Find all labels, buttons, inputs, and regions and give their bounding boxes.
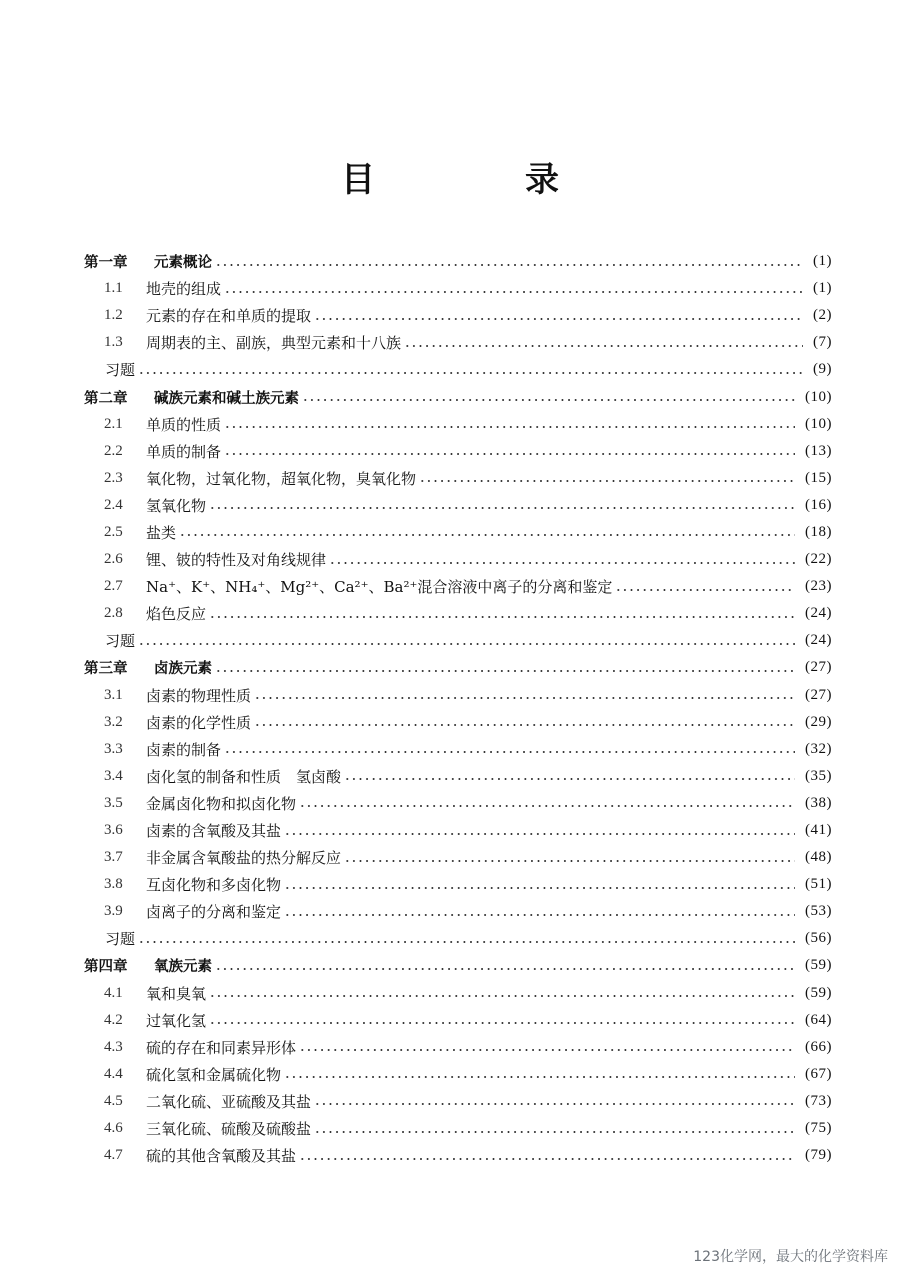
- toc-section-row: [84, 492, 832, 519]
- section-number: 3.3: [104, 740, 123, 757]
- section-number: 2.3: [104, 469, 123, 486]
- toc-exercise-row: [84, 627, 832, 654]
- entry-title: 单质的制备: [146, 442, 222, 461]
- section-number: 2.1: [104, 415, 123, 432]
- dot-leader: [138, 941, 795, 943]
- entry-title: 硫化氢和金属硫化物: [146, 1065, 282, 1084]
- toc-section-row: [84, 411, 832, 438]
- section-number: 4.1: [104, 984, 123, 1001]
- page-number: (73): [805, 1092, 832, 1109]
- chapter-label: 第四章: [84, 959, 128, 976]
- page-number: (66): [805, 1038, 832, 1055]
- section-number: 3.5: [104, 794, 123, 811]
- section-number: 4.4: [104, 1065, 123, 1082]
- entry-title: 氢氧化物: [146, 496, 207, 515]
- entry-title: 卤素的物理性质: [146, 686, 252, 705]
- entry-title: 硫的存在和同素异形体: [146, 1038, 297, 1057]
- entry-title: 氧和臭氧: [146, 984, 207, 1003]
- entry-title: 习题: [105, 361, 136, 380]
- toc-section-row: [84, 438, 832, 465]
- toc-section-row: [84, 1088, 832, 1115]
- toc-section-row: [84, 600, 832, 627]
- page-number: (23): [805, 578, 832, 595]
- section-number: 3.9: [104, 903, 123, 920]
- dot-leader: [209, 507, 795, 509]
- entry-title: 二氧化硫、亚硫酸及其盐: [146, 1092, 312, 1111]
- section-number: 3.1: [104, 686, 123, 703]
- section-number: 2.2: [104, 442, 123, 459]
- entry-title: 周期表的主、副族，典型元素和十八族: [146, 334, 402, 353]
- entry-title: 卤素的化学性质: [146, 713, 252, 732]
- toc-exercise-row: [84, 356, 832, 383]
- section-number: 4.3: [104, 1038, 123, 1055]
- page-number: (16): [805, 496, 832, 513]
- toc-section-row: [84, 844, 832, 871]
- dot-leader: [314, 318, 803, 320]
- page-number: (35): [805, 767, 832, 784]
- dot-leader: [224, 426, 795, 428]
- page-number: (64): [805, 1011, 832, 1028]
- entry-title: 卤素的制备: [146, 740, 222, 759]
- toc-section-row: [84, 546, 832, 573]
- page-number: (27): [805, 686, 832, 703]
- dot-leader: [224, 453, 795, 455]
- toc-section-row: [84, 682, 832, 709]
- dot-leader: [224, 751, 795, 753]
- dot-leader: [215, 968, 795, 970]
- toc-chapter-row: [84, 952, 832, 979]
- toc-chapter-row: [84, 248, 832, 275]
- page-number: (13): [805, 442, 832, 459]
- page-number: (1): [813, 253, 832, 270]
- toc-section-row: [84, 329, 832, 356]
- entry-title: 氧化物，过氧化物，超氧化物，臭氧化物: [146, 469, 417, 488]
- dot-leader: [284, 833, 795, 835]
- page-number: (9): [813, 361, 832, 378]
- entry-title: 卤离子的分离和鉴定: [146, 903, 282, 922]
- page-number: (24): [805, 632, 832, 649]
- dot-leader: [215, 264, 803, 266]
- section-number: 2.7: [104, 578, 123, 595]
- page-number: (10): [805, 388, 832, 405]
- section-number: 3.8: [104, 876, 123, 893]
- section-number: 4.5: [104, 1092, 123, 1109]
- toc-section-row: [84, 573, 832, 600]
- section-number: 2.6: [104, 551, 123, 568]
- dot-leader: [138, 643, 795, 645]
- toc-exercise-row: [84, 925, 832, 952]
- dot-leader: [209, 995, 795, 997]
- toc-section-row: [84, 275, 832, 302]
- section-number: 4.7: [104, 1147, 123, 1164]
- table-of-contents: [84, 248, 832, 1169]
- page-number: (27): [805, 659, 832, 676]
- toc-section-row: [84, 1115, 832, 1142]
- toc-section-row: [84, 519, 832, 546]
- entry-title: 互卤化物和多卤化物: [146, 876, 282, 895]
- toc-section-row: [84, 1007, 832, 1034]
- dot-leader: [404, 345, 803, 347]
- toc-section-row: [84, 736, 832, 763]
- page-number: (67): [805, 1065, 832, 1082]
- toc-chapter-row: [84, 383, 832, 410]
- section-number: 3.4: [104, 767, 123, 784]
- page-number: (7): [813, 334, 832, 351]
- entry-title: 氧族元素: [154, 959, 212, 976]
- toc-section-row: [84, 980, 832, 1007]
- entry-title: 元素的存在和单质的提取: [146, 307, 312, 326]
- section-number: 3.2: [104, 713, 123, 730]
- entry-title: 单质的性质: [146, 415, 222, 434]
- page-number: (10): [805, 415, 832, 432]
- entry-title: 卤族元素: [154, 661, 212, 678]
- dot-leader: [344, 778, 795, 780]
- page-number: (48): [805, 849, 832, 866]
- dot-leader: [284, 1076, 795, 1078]
- entry-title: Na⁺、K⁺、NH₄⁺、Mg²⁺、Ca²⁺、Ba²⁺混合溶液中离子的分离和鉴定: [146, 578, 613, 597]
- entry-title: 非金属含氧酸盐的热分解反应: [146, 849, 342, 868]
- entry-title: 锂、铍的特性及对角线规律: [146, 551, 327, 570]
- toc-section-row: [84, 709, 832, 736]
- page-number: (1): [813, 280, 832, 297]
- dot-leader: [209, 616, 795, 618]
- entry-title: 金属卤化物和拟卤化物: [146, 794, 297, 813]
- entry-title: 过氧化氢: [146, 1011, 207, 1030]
- chapter-label: 第一章: [84, 255, 128, 272]
- entry-title: 硫的其他含氧酸及其盐: [146, 1147, 297, 1166]
- dot-leader: [299, 1049, 795, 1051]
- page-number: (51): [805, 876, 832, 893]
- page-number: (32): [805, 740, 832, 757]
- dot-leader: [209, 1022, 795, 1024]
- watermark-footer: 123化学网，最大的化学资料库: [693, 1249, 888, 1265]
- dot-leader: [254, 697, 795, 699]
- entry-title: 卤素的含氧酸及其盐: [146, 822, 282, 841]
- page-number: (56): [805, 930, 832, 947]
- page-number: (38): [805, 794, 832, 811]
- dot-leader: [254, 724, 795, 726]
- section-number: 2.4: [104, 496, 123, 513]
- page-number: (41): [805, 822, 832, 839]
- toc-section-row: [84, 898, 832, 925]
- page-number: (18): [805, 523, 832, 540]
- dot-leader: [302, 399, 795, 401]
- page-number: (79): [805, 1147, 832, 1164]
- entry-title: 卤化氢的制备和性质 氢卤酸: [146, 767, 342, 786]
- page-number: (2): [813, 307, 832, 324]
- page-number: (59): [805, 984, 832, 1001]
- toc-section-row: [84, 817, 832, 844]
- dot-leader: [314, 1131, 795, 1133]
- entry-title: 焰色反应: [146, 605, 207, 624]
- dot-leader: [299, 1158, 795, 1160]
- section-number: 1.1: [104, 280, 123, 297]
- dot-leader: [284, 887, 795, 889]
- section-number: 1.3: [104, 334, 123, 351]
- section-number: 2.8: [104, 605, 123, 622]
- dot-leader: [329, 562, 795, 564]
- entry-title: 习题: [105, 930, 136, 949]
- entry-title: 元素概论: [154, 255, 212, 272]
- chapter-label: 第三章: [84, 661, 128, 678]
- toc-section-row: [84, 1034, 832, 1061]
- dot-leader: [615, 589, 795, 591]
- section-number: 2.5: [104, 523, 123, 540]
- dot-leader: [284, 914, 795, 916]
- entry-title: 盐类: [146, 523, 177, 542]
- toc-section-row: [84, 1061, 832, 1088]
- page-number: (22): [805, 551, 832, 568]
- page-number: (29): [805, 713, 832, 730]
- dot-leader: [299, 805, 795, 807]
- page-number: (24): [805, 605, 832, 622]
- dot-leader: [138, 372, 803, 374]
- toc-section-row: [84, 302, 832, 329]
- section-number: 4.2: [104, 1011, 123, 1028]
- section-number: 3.7: [104, 849, 123, 866]
- dot-leader: [314, 1103, 795, 1105]
- toc-section-row: [84, 465, 832, 492]
- page-title: 目 录: [341, 160, 617, 200]
- toc-section-row: [84, 1142, 832, 1169]
- page-number: (15): [805, 469, 832, 486]
- section-number: 1.2: [104, 307, 123, 324]
- dot-leader: [224, 291, 803, 293]
- entry-title: 地壳的组成: [146, 280, 222, 299]
- page-number: (53): [805, 903, 832, 920]
- entry-title: 习题: [105, 632, 136, 651]
- entry-title: 碱族元素和碱土族元素: [154, 390, 299, 407]
- toc-section-row: [84, 763, 832, 790]
- section-number: 4.6: [104, 1120, 123, 1137]
- toc-section-row: [84, 871, 832, 898]
- entry-title: 三氧化硫、硫酸及硫酸盐: [146, 1120, 312, 1139]
- toc-section-row: [84, 790, 832, 817]
- chapter-label: 第二章: [84, 390, 128, 407]
- dot-leader: [419, 480, 795, 482]
- page-number: (59): [805, 957, 832, 974]
- toc-chapter-row: [84, 654, 832, 681]
- dot-leader: [344, 860, 795, 862]
- section-number: 3.6: [104, 822, 123, 839]
- dot-leader: [215, 670, 795, 672]
- dot-leader: [179, 534, 795, 536]
- page-number: (75): [805, 1120, 832, 1137]
